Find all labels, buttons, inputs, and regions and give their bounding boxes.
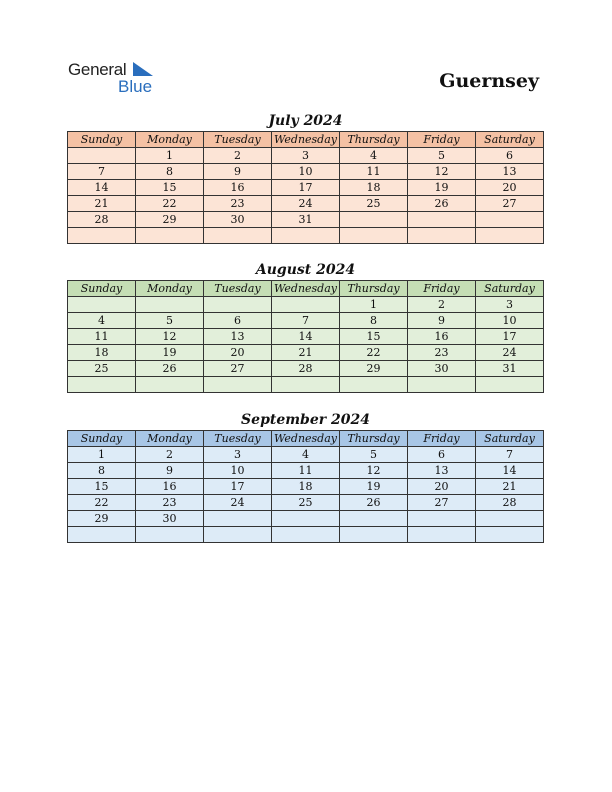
day-cell [476,511,544,527]
week-row [68,212,544,228]
day-cell: 10 [204,463,272,479]
day-cell: 4 [340,148,408,164]
calendar-table [67,131,544,244]
day-cell: 15 [68,479,136,495]
day-cell: 18 [68,345,136,361]
week-row [68,164,544,180]
weekday-header-row [68,431,544,447]
day-cell: 14 [68,180,136,196]
day-cell: 21 [68,196,136,212]
weekday-header-row [68,281,544,297]
week-row [68,329,544,345]
day-cell: 29 [136,212,204,228]
day-cell: 28 [272,361,340,377]
day-cell [476,377,544,393]
day-cell [272,228,340,244]
day-cell: 16 [136,479,204,495]
day-cell: 6 [408,447,476,463]
day-cell [340,511,408,527]
day-cell [340,212,408,228]
day-cell: 16 [408,329,476,345]
day-cell [136,297,204,313]
day-cell: 9 [136,463,204,479]
day-cell: 7 [476,447,544,463]
weekday-header: Wednesday [272,281,340,297]
day-cell: 6 [476,148,544,164]
week-row [68,345,544,361]
day-cell [204,527,272,543]
weekday-header: Monday [136,431,204,447]
week-row [68,313,544,329]
day-cell: 19 [408,180,476,196]
day-cell: 26 [136,361,204,377]
weekday-header: Sunday [68,281,136,297]
day-cell: 5 [340,447,408,463]
day-cell: 2 [408,297,476,313]
day-cell: 13 [408,463,476,479]
day-cell [408,228,476,244]
day-cell: 23 [136,495,204,511]
day-cell: 25 [340,196,408,212]
weekday-header: Wednesday [272,431,340,447]
day-cell: 28 [68,212,136,228]
day-cell: 2 [204,148,272,164]
day-cell: 31 [272,212,340,228]
day-cell: 4 [272,447,340,463]
day-cell: 9 [408,313,476,329]
day-cell: 31 [476,361,544,377]
day-cell: 14 [272,329,340,345]
day-cell: 28 [476,495,544,511]
day-cell: 2 [136,447,204,463]
day-cell: 13 [204,329,272,345]
weekday-header: Sunday [68,431,136,447]
day-cell: 30 [136,511,204,527]
day-cell: 8 [136,164,204,180]
weekday-header: Monday [136,281,204,297]
day-cell [68,297,136,313]
day-cell [340,228,408,244]
month-september [67,410,544,543]
day-cell: 8 [340,313,408,329]
day-cell: 12 [340,463,408,479]
triangle-logo-icon [133,62,153,76]
weekday-header-row [68,132,544,148]
weekday-header: Thursday [340,281,408,297]
weekday-header: Saturday [476,132,544,148]
day-cell: 23 [204,196,272,212]
day-cell: 25 [272,495,340,511]
week-row [68,479,544,495]
day-cell: 20 [204,345,272,361]
day-cell [272,511,340,527]
day-cell: 17 [204,479,272,495]
day-cell: 29 [340,361,408,377]
weekday-header: Wednesday [272,132,340,148]
day-cell [340,527,408,543]
brand-name-line2: Blue [118,77,153,96]
day-cell: 20 [476,180,544,196]
day-cell: 27 [204,361,272,377]
day-cell: 3 [272,148,340,164]
day-cell: 6 [204,313,272,329]
weekday-header: Sunday [68,132,136,148]
calendar-table [67,430,544,543]
day-cell: 24 [204,495,272,511]
day-cell: 26 [408,196,476,212]
day-cell [204,377,272,393]
week-row [68,527,544,543]
day-cell: 1 [340,297,408,313]
weekday-header: Thursday [340,132,408,148]
day-cell: 19 [340,479,408,495]
day-cell: 4 [68,313,136,329]
day-cell [204,511,272,527]
day-cell: 18 [340,180,408,196]
weekday-header: Saturday [476,281,544,297]
day-cell: 22 [136,196,204,212]
day-cell: 29 [68,511,136,527]
day-cell: 12 [136,329,204,345]
day-cell [204,228,272,244]
week-row [68,377,544,393]
day-cell: 22 [68,495,136,511]
day-cell: 1 [68,447,136,463]
day-cell: 16 [204,180,272,196]
day-cell: 27 [408,495,476,511]
day-cell: 26 [340,495,408,511]
weekday-header: Thursday [340,431,408,447]
weekday-header: Tuesday [204,431,272,447]
weekday-header: Monday [136,132,204,148]
day-cell: 19 [136,345,204,361]
day-cell [476,212,544,228]
week-row [68,447,544,463]
week-row [68,180,544,196]
week-row [68,297,544,313]
weekday-header: Friday [408,132,476,148]
day-cell: 3 [204,447,272,463]
day-cell [68,228,136,244]
day-cell [272,297,340,313]
week-row [68,511,544,527]
day-cell: 10 [476,313,544,329]
day-cell: 8 [68,463,136,479]
week-row [68,463,544,479]
day-cell: 17 [272,180,340,196]
weekday-header: Tuesday [204,132,272,148]
day-cell: 15 [340,329,408,345]
calendar-table [67,280,544,393]
day-cell: 15 [136,180,204,196]
day-cell: 11 [68,329,136,345]
week-row [68,196,544,212]
day-cell: 3 [476,297,544,313]
day-cell: 12 [408,164,476,180]
day-cell [136,527,204,543]
day-cell: 21 [476,479,544,495]
day-cell [340,377,408,393]
day-cell [408,212,476,228]
day-cell: 24 [272,196,340,212]
weekday-header: Saturday [476,431,544,447]
day-cell: 5 [408,148,476,164]
month-title: August 2024 [255,262,356,278]
day-cell: 10 [272,164,340,180]
day-cell: 21 [272,345,340,361]
day-cell [136,228,204,244]
day-cell: 7 [68,164,136,180]
day-cell: 5 [136,313,204,329]
day-cell: 20 [408,479,476,495]
day-cell [204,297,272,313]
day-cell: 18 [272,479,340,495]
country-title: Guernsey [439,70,539,92]
weekday-header: Friday [408,431,476,447]
day-cell: 9 [204,164,272,180]
month-july [67,111,544,244]
brand-name-line1: General [68,60,127,79]
weekday-header: Friday [408,281,476,297]
day-cell: 22 [340,345,408,361]
day-cell: 23 [408,345,476,361]
week-row [68,361,544,377]
month-august [67,260,544,393]
week-row [68,495,544,511]
day-cell: 11 [272,463,340,479]
day-cell: 30 [408,361,476,377]
day-cell: 7 [272,313,340,329]
day-cell [272,527,340,543]
month-title: July 2024 [268,113,343,129]
day-cell: 27 [476,196,544,212]
month-title: September 2024 [241,412,370,428]
week-row [68,148,544,164]
day-cell: 1 [136,148,204,164]
day-cell: 11 [340,164,408,180]
day-cell: 24 [476,345,544,361]
day-cell [272,377,340,393]
day-cell: 30 [204,212,272,228]
weekday-header: Tuesday [204,281,272,297]
day-cell [476,228,544,244]
day-cell [476,527,544,543]
day-cell [408,511,476,527]
day-cell [408,377,476,393]
day-cell: 17 [476,329,544,345]
day-cell: 25 [68,361,136,377]
day-cell [68,377,136,393]
day-cell [68,527,136,543]
day-cell: 14 [476,463,544,479]
brand-logo [68,60,168,96]
week-row [68,228,544,244]
day-cell [408,527,476,543]
day-cell [136,377,204,393]
day-cell: 13 [476,164,544,180]
day-cell [68,148,136,164]
